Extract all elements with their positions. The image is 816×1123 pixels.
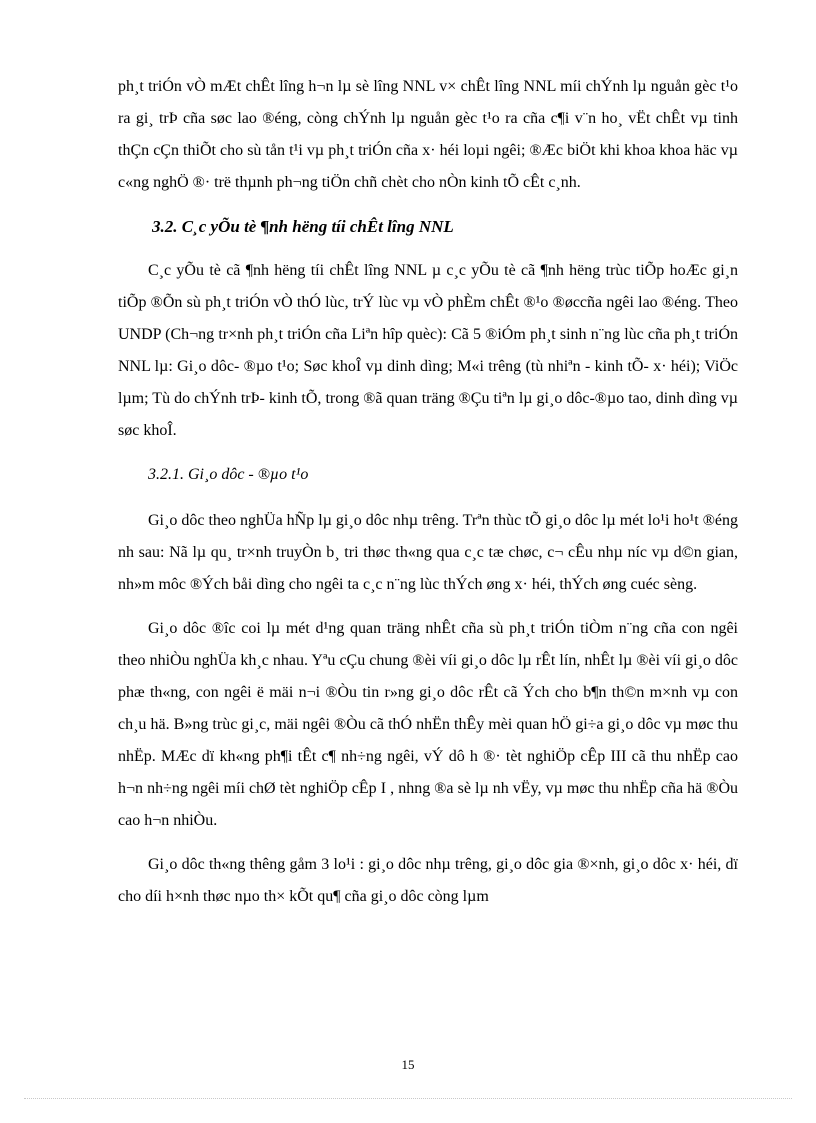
footer-divider: [24, 1098, 792, 1099]
subsection-heading-3-2-1: 3.2.1. Gi¸o dôc - ®µo t¹o: [148, 466, 309, 483]
section-heading-3-2: 3.2. C¸c yÕu tè ¶nh hëng tíi chÊt lîng NNL: [152, 217, 454, 236]
paragraph-5: Gi¸o dôc th«ng thêng gåm 3 lo¹i : gi¸o dôc nhµ trêng, gi¸o dôc gia ®×nh, gi¸o dôc x· héi, dï cho díi h×nh thøc nµo th× kÕt qu¶ cña gi¸o dôc còng lµm: [118, 856, 738, 905]
paragraph-2: C¸c yÕu tè cã ¶nh hëng tíi chÊt lîng NNL µ c¸c yÕu tè cã ¶nh hëng trùc tiÕp hoÆc gi¸n tiÕp ®Õn sù ph¸t triÓn vÒ thÓ lùc, trÝ lùc vµ vÒ phÈm chÊt ®¹o ®øccña ngêi lao ®éng. Theo UNDP (Ch¬ng tr×nh ph¸t triÓn cña Liªn hîp quèc): Cã 5 ®iÓm ph¸t sinh n¨ng lùc cña ph¸t triÓn NNL lµ: Gi¸o dôc- ®µo t¹o; Søc khoÎ vµ dinh dìng; M«i trêng (tù nhiªn - kinh tÕ- x· héi); ViÖc lµm; Tù do chÝnh trÞ- kinh tÕ, trong ®ã quan träng ®Çu tiªn lµ gi¸o dôc-®µo tao, dinh dìng vµ søc khoÎ.: [118, 262, 738, 439]
paragraph-1: ph¸t triÓn vÒ mÆt chÊt lîng h¬n lµ sè lîng NNL v× chÊt lîng NNL míi chÝnh lµ nguån gèc t¹o ra gi¸ trÞ cña søc lao ®éng, còng chÝnh lµ nguån gèc t¹o ra cña c¶i v¨n ho¸ vËt chÊt vµ tinh thÇn cÇn thiÕt cho sù tån t¹i vµ ph¸t triÓn cña x· héi loµi ngêi; ®Æc biÖt khi khoa khoa häc vµ c«ng nghÖ ®· trë thµnh ph¬ng tiÖn chñ chèt cho nÒn kinh tÕ cÊt c¸nh.: [118, 78, 738, 191]
page-number: 15: [401, 1057, 415, 1072]
paragraph-3: Gi¸o dôc theo nghÜa hÑp lµ gi¸o dôc nhµ trêng. Trªn thùc tÕ gi¸o dôc lµ mét lo¹i ho¹t ®éng nh sau: Nã lµ qu¸ tr×nh truyÒn b¸ tri thøc th«ng qua c¸c tæ chøc, c¬ cÊu nhµ níc vµ d©n gian, nh»m môc ®Ých båi dìng cho ngêi ta c¸c n¨ng lùc thÝch øng x· héi, thÝch øng cuéc sèng.: [118, 512, 738, 593]
paragraph-4: Gi¸o dôc ®îc coi lµ mét d¹ng quan träng nhÊt cña sù ph¸t triÓn tiÒm n¨ng cña con ngêi theo nhiÒu nghÜa kh¸c nhau. Yªu cÇu chung ®èi víi gi¸o dôc lµ rÊt lín, nhÊt lµ ®èi víi gi¸o dôc phæ th«ng, con ngêi ë mäi n¬i ®Òu tin r»ng gi¸o dôc rÊt cã Ých cho b¶n th©n m×nh vµ con ch¸u hä. B»ng trùc gi¸c, mäi ngêi ®Òu cã thÓ nhËn thÊy mèi quan hÖ gi÷a gi¸o dôc vµ møc thu nhËp. MÆc dï kh«ng ph¶i tÊt c¶ nh÷ng ngêi, vÝ dô h ®· tèt nghiÖp cÊp III cã thu nhËp cao h¬n nh÷ng ngêi míi chØ tèt nghiÖp cÊp I , nhng ®a sè lµ nh vËy, vµ møc thu nhËp cña hä ®Òu cao h¬n nhiÒu.: [118, 620, 738, 829]
page-body: [118, 71, 738, 913]
